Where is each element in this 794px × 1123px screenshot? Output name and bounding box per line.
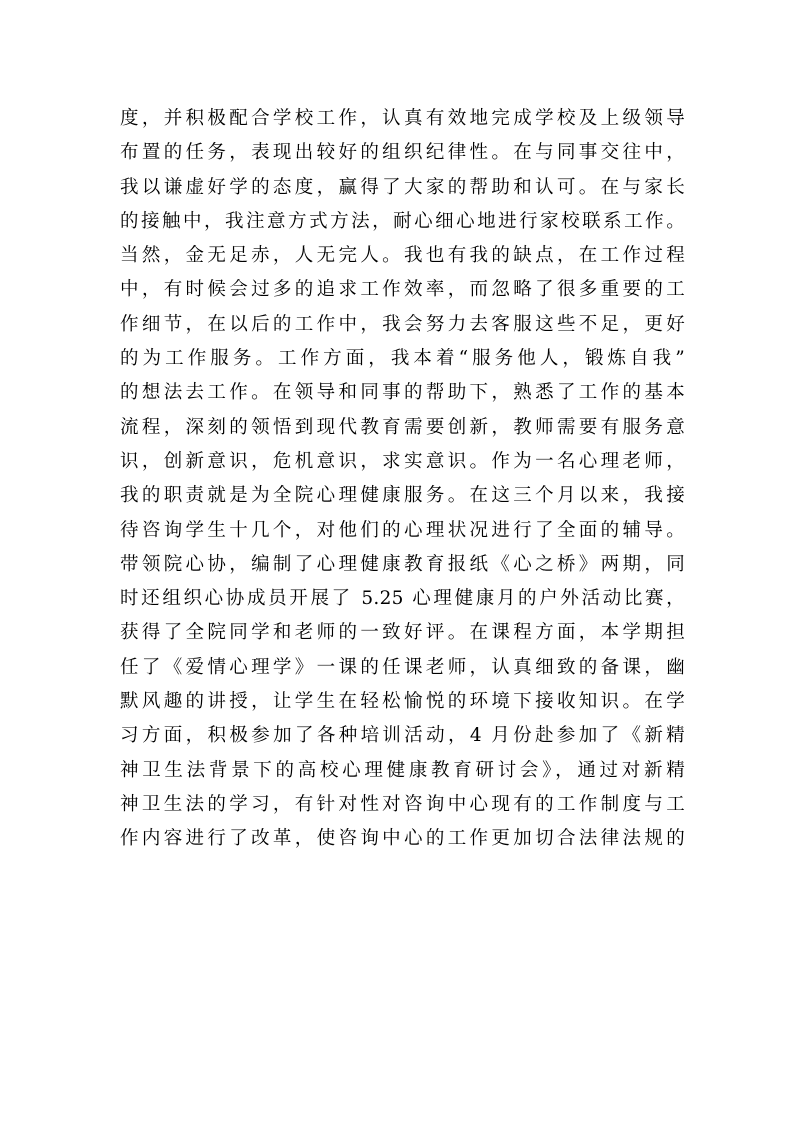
text-line: 的想法去工作。在领导和同事的帮助下，熟悉了工作的基本 — [120, 382, 685, 404]
body-paragraph — [120, 102, 685, 857]
text-line: 时还组织心协成员开展了 5.25 心理健康月的户外活动比赛， — [120, 588, 685, 610]
text-line: 布置的任务，表现出较好的组织纪律性。在与同事交往中， — [120, 142, 685, 164]
text-line: 流程，深刻的领悟到现代教育需要创新，教师需要有服务意 — [120, 416, 685, 438]
text-line: 我以谦虚好学的态度，赢得了大家的帮助和认可。在与家长 — [120, 176, 685, 198]
text-line: 的为工作服务。工作方面，我本着“服务他人，锻炼自我” — [120, 348, 685, 370]
text-line: 度，并积极配合学校工作，认真有效地完成学校及上级领导 — [120, 108, 685, 129]
text-line: 的接触中，我注意方式方法，耐心细心地进行家校联系工作。 — [120, 210, 685, 232]
text-line: 神卫生法背景下的高校心理健康教育研讨会》，通过对新精 — [120, 759, 685, 781]
text-line: 任了《爱情心理学》一课的任课老师，认真细致的备课，幽 — [120, 656, 685, 678]
text-line: 获得了全院同学和老师的一致好评。在课程方面，本学期担 — [120, 622, 685, 644]
text-line: 作内容进行了改革，使咨询中心的工作更加切合法律法规的 — [120, 828, 685, 850]
text-line: 神卫生法的学习，有针对性对咨询中心现有的工作制度与工 — [120, 793, 685, 815]
text-line: 习方面，积极参加了各种培训活动，4 月份赴参加了《新精 — [120, 725, 685, 747]
text-line: 作细节，在以后的工作中，我会努力去客服这些不足，更好 — [120, 313, 685, 335]
text-line: 待咨询学生十几个，对他们的心理状况进行了全面的辅导。 — [120, 519, 685, 541]
text-line: 默风趣的讲授，让学生在轻松愉悦的环境下接收知识。在学 — [120, 691, 685, 713]
text-line: 带领院心协，编制了心理健康教育报纸《心之桥》两期，同 — [120, 553, 685, 575]
text-line: 当然，金无足赤，人无完人。我也有我的缺点，在工作过程 — [120, 245, 685, 267]
text-line: 我的职责就是为全院心理健康服务。在这三个月以来，我接 — [120, 485, 685, 507]
text-line: 中，有时候会过多的追求工作效率，而忽略了很多重要的工 — [120, 279, 685, 301]
text-line: 识，创新意识，危机意识，求实意识。作为一名心理老师， — [120, 450, 685, 472]
